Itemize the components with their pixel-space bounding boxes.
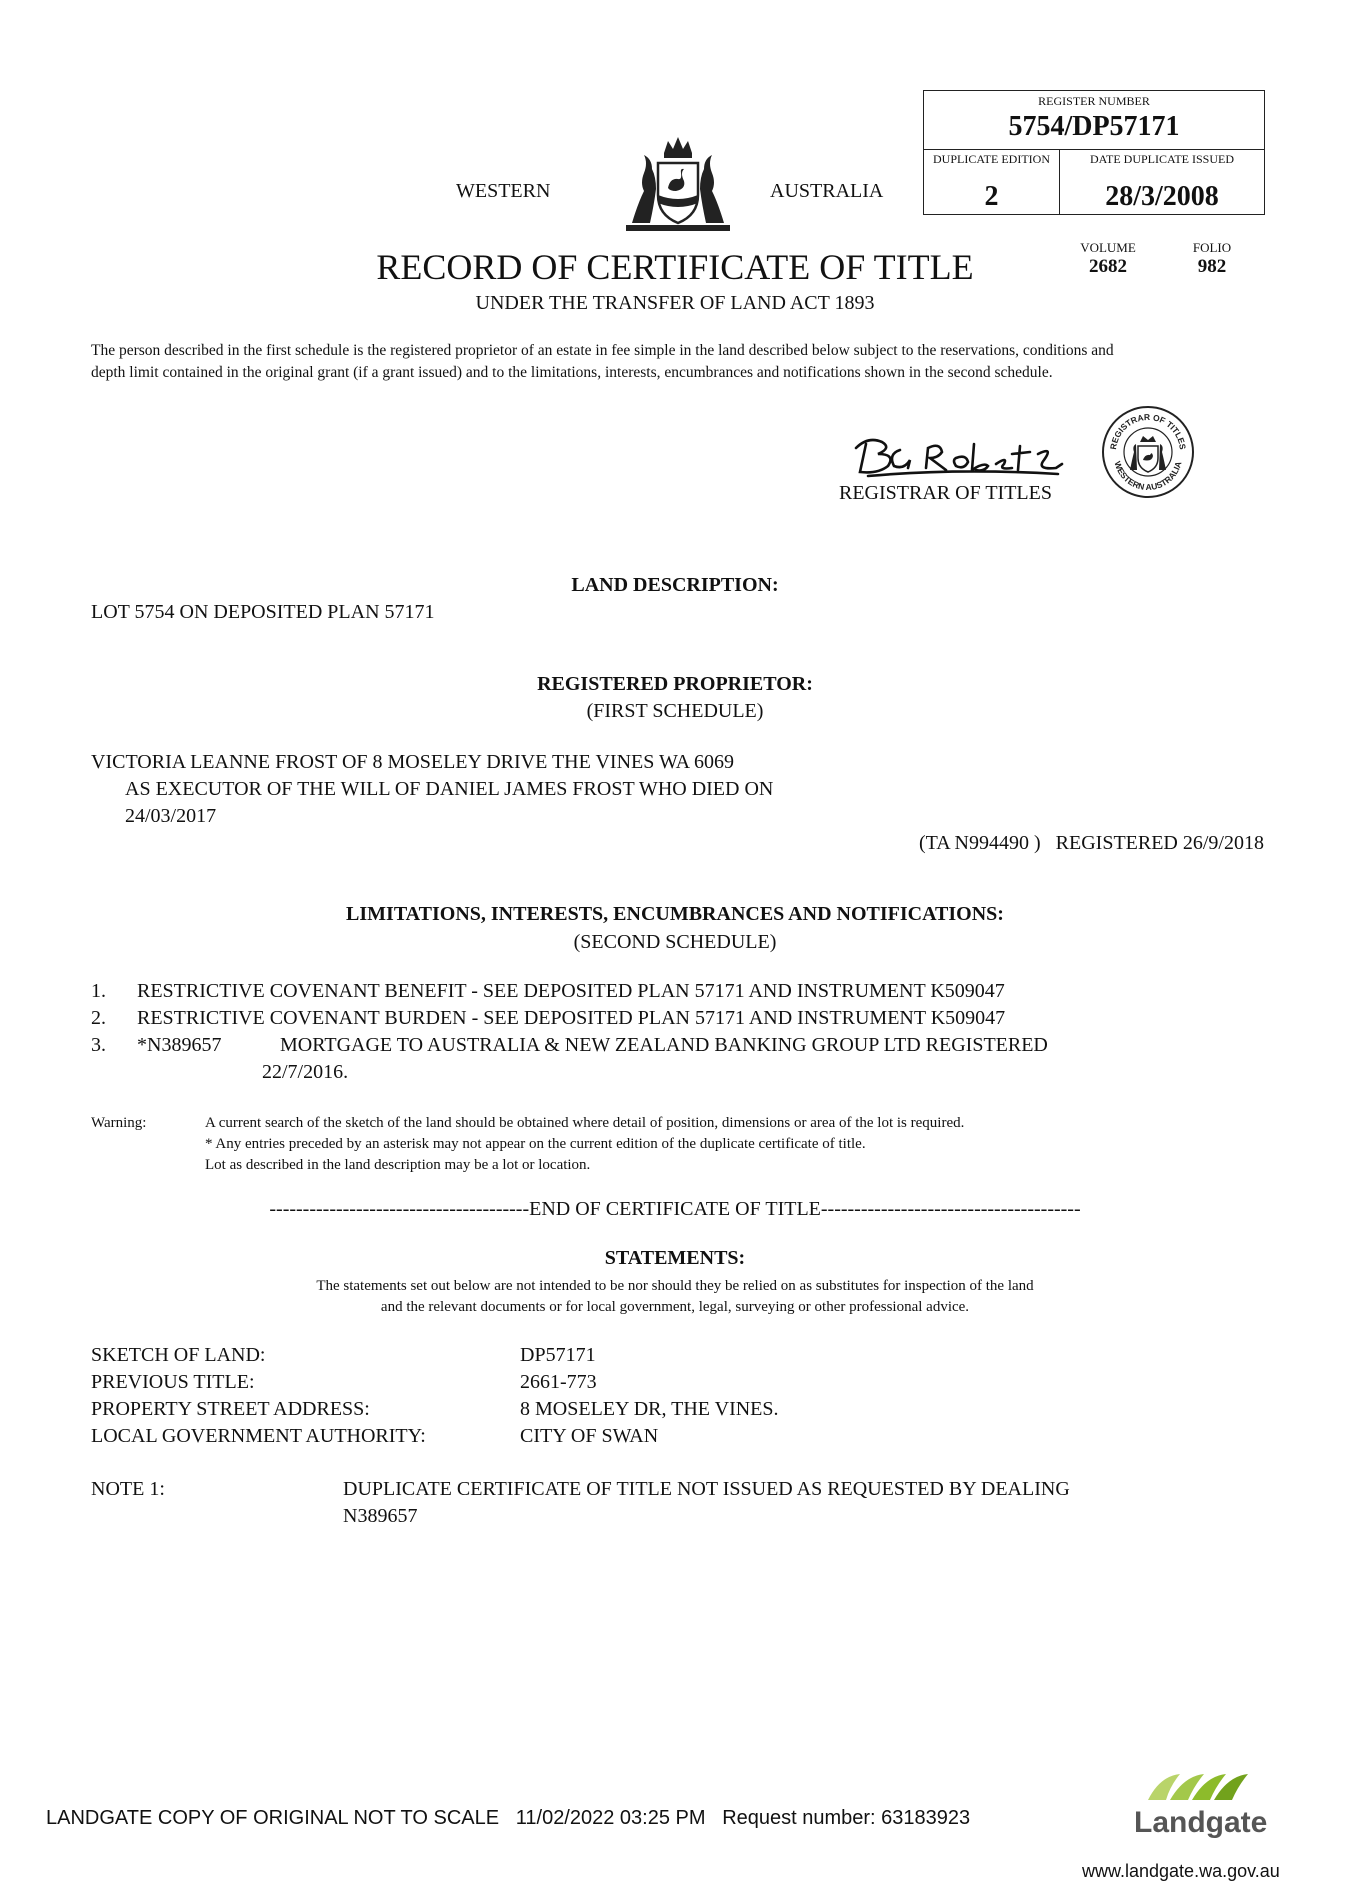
statement-label-sketch: SKETCH OF LAND: <box>91 1344 266 1366</box>
note-line-2: N389657 <box>343 1505 418 1527</box>
statement-value-previous-title: 2661-773 <box>520 1371 597 1393</box>
duplicate-edition-label: DUPLICATE EDITION <box>933 152 1050 166</box>
statements-heading: STATEMENTS: <box>604 1247 746 1269</box>
svg-text:WESTERN AUSTRALIA: WESTERN AUSTRALIA <box>1112 460 1184 493</box>
landgate-url[interactable]: www.landgate.wa.gov.au <box>1082 1861 1280 1881</box>
schedule-item-1-text: RESTRICTIVE COVENANT BENEFIT - SEE DEPOSITED PLAN 57171 AND INSTRUMENT K509047 <box>137 980 1005 1002</box>
proprietor-subheading: (FIRST SCHEDULE) <box>586 700 764 722</box>
registrar-seal-icon <box>1100 404 1196 500</box>
duplicate-edition: 2 <box>984 181 999 212</box>
register-number-label: REGISTER NUMBER <box>1038 94 1150 108</box>
proprietor-line-3: 24/03/2017 <box>125 805 217 827</box>
schedule-item-3-ref: *N389657 <box>137 1034 222 1056</box>
proprietor-registered: (TA N994490 ) REGISTERED 26/9/2018 <box>918 832 1264 854</box>
header-western: WESTERN <box>456 180 551 202</box>
note-label: NOTE 1: <box>91 1478 165 1500</box>
statement-label-address: PROPERTY STREET ADDRESS: <box>91 1398 370 1420</box>
schedule-item-3-num: 3. <box>91 1034 106 1056</box>
statement-label-lga: LOCAL GOVERNMENT AUTHORITY: <box>91 1425 426 1447</box>
intro-paragraph: The person described in the first schedule is the registered proprietor of an estate in fee simple in the land described below subject to the reservations, conditions and depth limit contained in the original grant (if a grant issued) and to the limitations, interests, encumbrances and notifications shown in the second schedule. <box>91 342 1114 381</box>
proprietor-heading: REGISTERED PROPRIETOR: <box>537 673 813 695</box>
svg-text:REGISTRAR OF TITLES: REGISTRAR OF TITLES <box>1108 411 1188 451</box>
landgate-logo-icon <box>1140 1770 1260 1804</box>
schedule-item-3-text: MORTGAGE TO AUSTRALIA & NEW ZEALAND BANKING GROUP LTD REGISTERED <box>280 1034 1048 1056</box>
proprietor-line-1: VICTORIA LEANNE FROST OF 8 MOSELEY DRIVE THE VINES WA 6069 <box>91 751 734 773</box>
folio-label: FOLIO <box>1192 240 1232 255</box>
proprietor-line-2: AS EXECUTOR OF THE WILL OF DANIEL JAMES FROST WHO DIED ON <box>125 778 774 800</box>
page-title: RECORD OF CERTIFICATE OF TITLE <box>376 247 974 287</box>
statement-value-lga: CITY OF SWAN <box>520 1425 659 1447</box>
folio: 982 <box>1197 256 1227 277</box>
page-subtitle: UNDER THE TRANSFER OF LAND ACT 1893 <box>475 292 875 314</box>
warning-label: Warning: <box>91 1115 147 1131</box>
landgate-brand: Landgate <box>1134 1806 1268 1839</box>
footer-copy-text: LANDGATE COPY OF ORIGINAL NOT TO SCALE 11/02/2022 03:25 PM Request number: 63183923 <box>46 1807 971 1829</box>
statement-value-sketch: DP57171 <box>520 1344 596 1366</box>
volume-label: VOLUME <box>1080 240 1136 255</box>
volume: 2682 <box>1089 256 1127 277</box>
statements-line-1: The statements set out below are not intended to be nor should they be relied on as substitutes for inspection of the land <box>316 1278 1034 1294</box>
land-description-heading: LAND DESCRIPTION: <box>571 574 779 596</box>
land-description-text: LOT 5754 ON DEPOSITED PLAN 57171 <box>91 601 435 623</box>
warning-line-3: Lot as described in the land description may be a lot or location. <box>205 1157 591 1173</box>
register-number: 5754/DP57171 <box>1008 111 1180 142</box>
header-australia: AUSTRALIA <box>770 180 884 202</box>
statement-value-address: 8 MOSELEY DR, THE VINES. <box>520 1398 779 1420</box>
registrar-title: REGISTRAR OF TITLES <box>839 482 1052 504</box>
second-schedule-subheading: (SECOND SCHEDULE) <box>573 931 777 953</box>
schedule-item-2-num: 2. <box>91 1007 106 1029</box>
note-line-1: DUPLICATE CERTIFICATE OF TITLE NOT ISSUED AS REQUESTED BY DEALING <box>343 1478 1070 1500</box>
date-issued: 28/3/2008 <box>1105 181 1219 212</box>
signature-image <box>848 428 1068 480</box>
date-issued-label: DATE DUPLICATE ISSUED <box>1090 152 1234 166</box>
coat-of-arms-icon <box>618 133 738 235</box>
statements-line-2: and the relevant documents or for local government, legal, surveying or other professional advice. <box>380 1299 970 1315</box>
warning-line-2: * Any entries preceded by an asterisk may not appear on the current edition of the duplicate certificate of title. <box>205 1136 866 1152</box>
schedule-item-3-text-2: 22/7/2016. <box>262 1061 349 1083</box>
register-box <box>923 90 1265 215</box>
schedule-item-1-num: 1. <box>91 980 106 1002</box>
schedule-item-2-text: RESTRICTIVE COVENANT BURDEN - SEE DEPOSITED PLAN 57171 AND INSTRUMENT K509047 <box>137 1007 1006 1029</box>
end-of-certificate-line: ---------------------------------------END OF CERTIFICATE OF TITLE--------------------------------------- <box>269 1198 1081 1220</box>
statement-label-previous-title: PREVIOUS TITLE: <box>91 1371 255 1393</box>
warning-line-1: A current search of the sketch of the land should be obtained where detail of position, dimensions or area of the lot is required. <box>205 1115 965 1131</box>
second-schedule-heading: LIMITATIONS, INTERESTS, ENCUMBRANCES AND NOTIFICATIONS: <box>346 903 1004 925</box>
